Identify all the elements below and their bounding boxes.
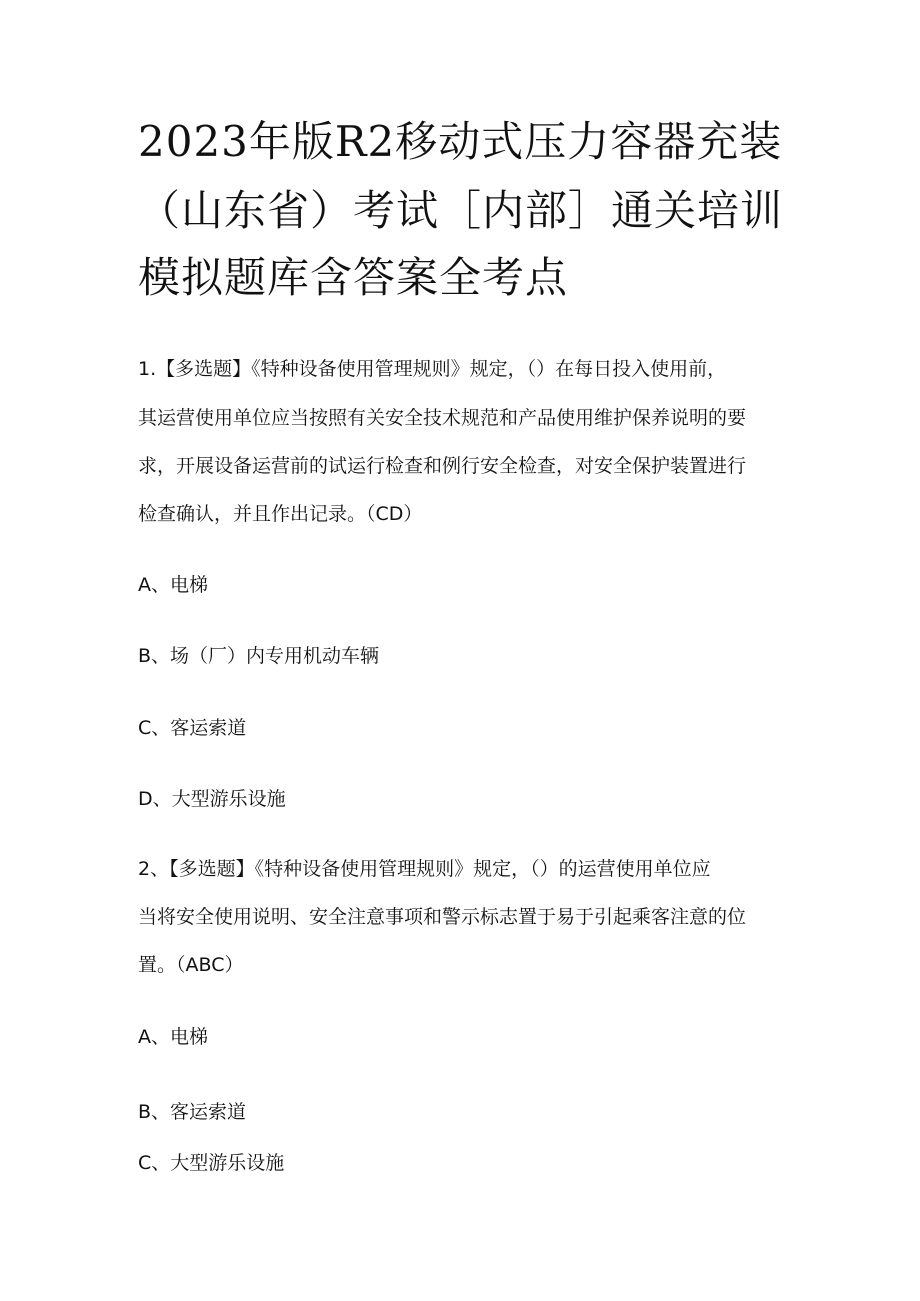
question-1-option-d: D、大型游乐设施 bbox=[138, 788, 286, 810]
question-1-option-c: C、客运索道 bbox=[138, 717, 247, 739]
question-2-line-1: 2、【多选题】《特种设备使用管理规则》规定，（）的运营使用单位应 bbox=[138, 858, 711, 880]
document-title-line-1: 2023年版R2移动式压力容器充装 bbox=[138, 117, 783, 166]
question-1-line-3: 求，开展设备运营前的试运行检查和例行安全检查，对安全保护装置进行 bbox=[138, 455, 747, 477]
question-1-option-b: B、场（厂）内专用机动车辆 bbox=[138, 645, 380, 667]
question-2-option-c: C、大型游乐设施 bbox=[138, 1152, 285, 1174]
question-2-line-2: 当将安全使用说明、安全注意事项和警示标志置于易于引起乘客注意的位 bbox=[138, 906, 747, 928]
question-1-line-2: 其运营使用单位应当按照有关安全技术规范和产品使用维护保养说明的要 bbox=[138, 407, 747, 429]
question-1-option-a: A、电梯 bbox=[138, 574, 208, 596]
document-title-line-3: 模拟题库含答案全考点 bbox=[138, 253, 569, 302]
question-1-line-1: 1.【多选题】《特种设备使用管理规则》规定，（）在每日投入使用前， bbox=[138, 358, 727, 380]
document-title-line-2: （山东省）考试［内部］通关培训 bbox=[138, 186, 784, 235]
question-2-line-3: 置。（ABC） bbox=[138, 954, 244, 976]
question-1-line-4: 检查确认，并且作出记录。（CD） bbox=[138, 503, 423, 525]
question-2-option-a: A、电梯 bbox=[138, 1026, 208, 1048]
question-2-option-b: B、客运索道 bbox=[138, 1101, 247, 1123]
